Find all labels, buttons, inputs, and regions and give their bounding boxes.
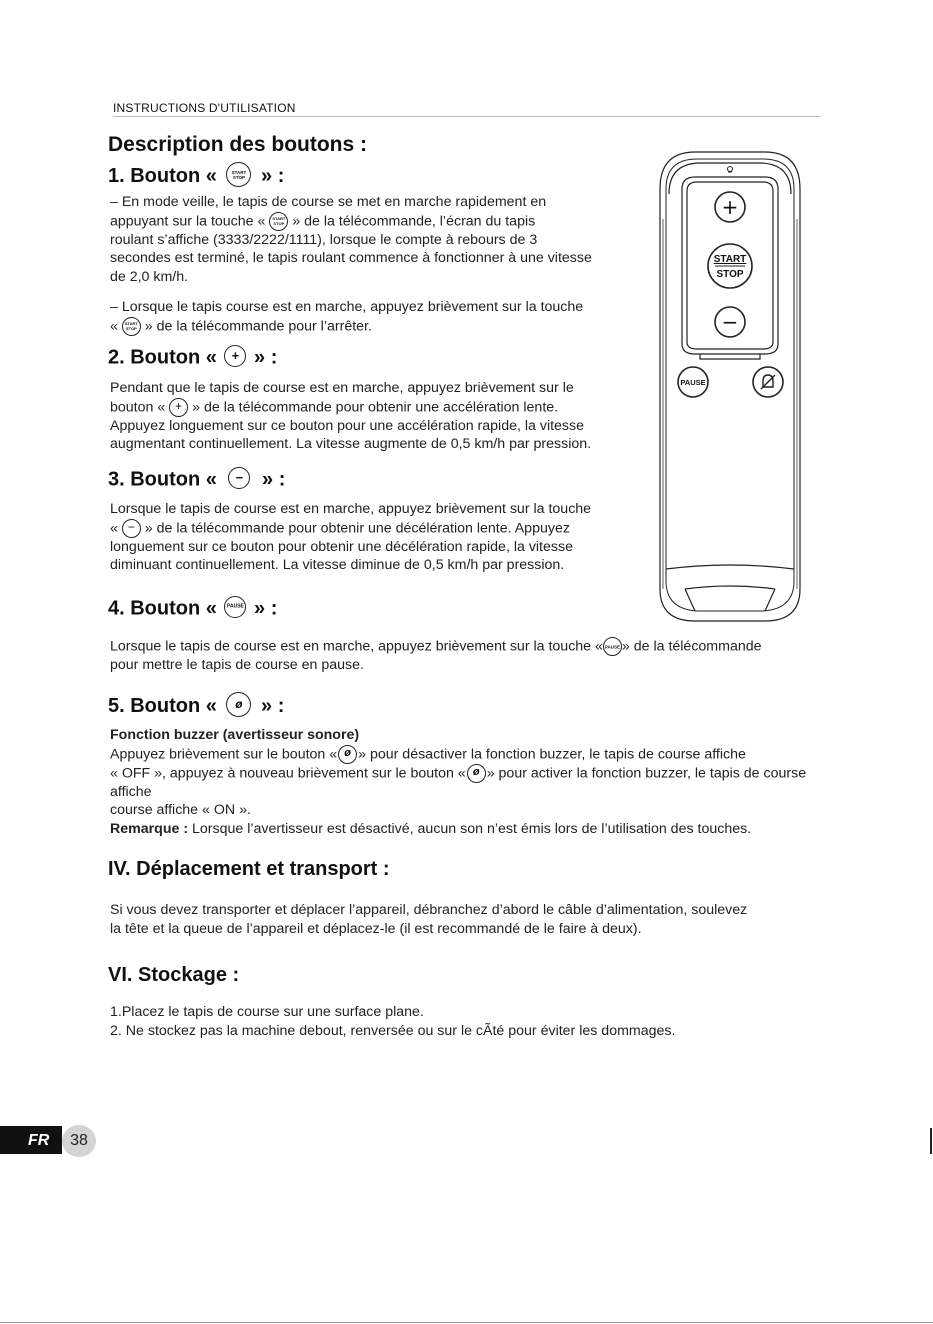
mute-icon: ø bbox=[226, 692, 251, 717]
section-3-title-a: 3. Bouton « bbox=[108, 468, 217, 491]
s5-line-2b: » pour activer la fonction buzzer, le tapis de course affiche bbox=[110, 764, 807, 800]
plus-icon: + bbox=[224, 345, 246, 367]
s5-line-2 bbox=[110, 764, 840, 802]
section-2-title-b: » : bbox=[254, 346, 278, 369]
section-4-title bbox=[108, 596, 277, 622]
svg-text:PAUSE: PAUSE bbox=[680, 378, 706, 387]
svg-text:START: START bbox=[713, 254, 747, 265]
remote-mute-button bbox=[753, 367, 783, 397]
section-2-body bbox=[110, 379, 650, 454]
icon-start-label: START bbox=[231, 169, 247, 175]
bottom-divider bbox=[0, 1322, 933, 1323]
s4-line-1b: » de la télécommande bbox=[621, 638, 762, 655]
section-4-title-a: 4. Bouton « bbox=[108, 597, 217, 620]
transport-line-1: Si vous devez transporter et déplacer l’appareil, débranchez d’abord le câble d’alimentation, soulevez bbox=[110, 902, 748, 918]
transport-line-2: la tête et la queue de l’appareil et déplacez-le (il est recommandé de le faire à deux). bbox=[110, 920, 642, 937]
led-icon bbox=[728, 167, 733, 173]
s5-line-2a: « OFF », appuyez à nouveau brièvement sur le bouton « bbox=[110, 764, 466, 781]
section-5-title-b: » : bbox=[261, 694, 285, 717]
s2-line-2 bbox=[110, 398, 650, 417]
icon-stop-label: STOP bbox=[232, 174, 246, 180]
s5-subtitle: Fonction buzzer (avertisseur sonore) bbox=[110, 727, 360, 743]
s1-line-7 bbox=[110, 317, 650, 336]
start-stop-icon: START STOP bbox=[122, 317, 141, 336]
section-1-title bbox=[108, 162, 284, 191]
page-title: Description des boutons : bbox=[108, 133, 368, 156]
s4-line-1a: Lorsque le tapis de course est en marche, appuyez brièvement sur la touche « bbox=[110, 638, 603, 655]
s5-line-3: course affiche « ON ». bbox=[110, 802, 251, 818]
section-5-title bbox=[108, 692, 284, 721]
s1-line-1: – En mode veille, le tapis de course se met en marche rapidement en bbox=[110, 194, 547, 210]
s2-line-4: augmentant continuellement. La vitesse augmente de 0,5 km/h par pression. bbox=[110, 436, 592, 452]
language-label: FR bbox=[28, 1132, 50, 1149]
remote-plus-button bbox=[715, 192, 745, 222]
minus-icon: − bbox=[228, 467, 250, 489]
minus-icon: − bbox=[122, 519, 141, 538]
s3-line-4: diminuant continuellement. La vitesse diminue de 0,5 km/h par pression. bbox=[110, 557, 565, 573]
storage-line-2: 2. Ne stockez pas la machine debout, renversée ou sur le cÃté pour éviter les dommages. bbox=[110, 1022, 676, 1039]
mute-icon: ø bbox=[338, 745, 357, 764]
section-1-title-b: » : bbox=[261, 164, 285, 187]
s2-line-2a: bouton « bbox=[110, 398, 166, 415]
s5-line-1 bbox=[110, 745, 840, 764]
start-stop-icon: START STOP bbox=[269, 212, 288, 231]
page-header: INSTRUCTIONS D'UTILISATION bbox=[113, 101, 296, 115]
s4-line-1 bbox=[110, 637, 840, 656]
s1-line-3: roulant s’affiche (3333/2222/1111), lorsque le compte à rebours de 3 bbox=[110, 231, 538, 248]
section-2-title-a: 2. Bouton « bbox=[108, 346, 217, 369]
mute-icon: ø bbox=[467, 764, 486, 783]
section-transport-title: IV. Déplacement et transport : bbox=[108, 858, 390, 880]
s1-line-7b: » de la télécommande pour l’arrêter. bbox=[144, 317, 372, 334]
remote-minus-button bbox=[715, 307, 745, 337]
s1-line-5: de 2,0 km/h. bbox=[110, 268, 189, 285]
s3-line-2 bbox=[110, 519, 650, 538]
svg-text:−: − bbox=[721, 310, 739, 334]
section-storage-title: VI. Stockage : bbox=[108, 964, 240, 986]
s3-line-3: longuement sur ce bouton pour obtenir une décélération rapide, la vitesse bbox=[110, 538, 573, 555]
s3-line-1: Lorsque le tapis de course est en marche, appuyez brièvement sur la touche bbox=[110, 501, 592, 517]
section-5-title-a: 5. Bouton « bbox=[108, 694, 217, 717]
section-transport-body bbox=[110, 901, 840, 938]
s2-line-1: Pendant que le tapis de course est en marche, appuyez brièvement sur le bbox=[110, 380, 574, 396]
start-stop-icon bbox=[226, 162, 251, 187]
section-1-body bbox=[110, 193, 650, 286]
header-divider bbox=[113, 116, 821, 117]
remark bbox=[110, 820, 840, 839]
remote-start-stop-button bbox=[708, 244, 752, 288]
section-storage-body bbox=[110, 1003, 840, 1040]
svg-text:STOP: STOP bbox=[716, 269, 744, 280]
plus-icon: + bbox=[169, 398, 188, 417]
pause-icon: PAUSE bbox=[603, 637, 622, 656]
remote-control-illustration bbox=[655, 149, 805, 624]
section-5-body bbox=[110, 726, 840, 820]
section-1-body-2 bbox=[110, 298, 650, 336]
s3-line-2a: « bbox=[110, 519, 118, 536]
section-3-body bbox=[110, 500, 650, 575]
section-3-title-b: » : bbox=[262, 468, 286, 491]
pause-icon: PAUSE bbox=[224, 596, 246, 618]
page-edge-mark bbox=[930, 1128, 932, 1154]
storage-line-1: 1.Placez le tapis de course sur une surface plane. bbox=[110, 1004, 424, 1020]
s3-line-2b: » de la télécommande pour obtenir une décélération lente. Appuyez bbox=[144, 519, 570, 536]
remark-label: Remarque : bbox=[110, 821, 189, 837]
s2-line-2b: » de la télécommande pour obtenir une accélération lente. bbox=[192, 398, 559, 415]
s1-line-4: secondes est terminé, le tapis roulant commence à fonctionner à une vitesse bbox=[110, 250, 592, 266]
s1-line-2b: » de la télécommande, l’écran du tapis bbox=[292, 212, 536, 229]
s2-line-3: Appuyez longuement sur ce bouton pour une accélération rapide, la vitesse bbox=[110, 417, 585, 434]
section-4-title-b: » : bbox=[254, 597, 278, 620]
section-3-title bbox=[108, 467, 285, 493]
section-1-title-a: 1. Bouton « bbox=[108, 164, 217, 187]
s1-line-6: – Lorsque le tapis course est en marche, appuyez brièvement sur la touche bbox=[110, 299, 584, 315]
page-number: 38 bbox=[62, 1125, 96, 1157]
s5-line-1b: » pour désactiver la fonction buzzer, le tapis de course affiche bbox=[358, 745, 746, 762]
section-4-body bbox=[110, 637, 840, 675]
remote-pause-button bbox=[678, 367, 708, 397]
s5-line-1a: Appuyez brièvement sur le bouton « bbox=[110, 745, 338, 762]
s1-line-2a: appuyant sur la touche « bbox=[110, 212, 266, 229]
s4-line-2: pour mettre le tapis de course en pause. bbox=[110, 657, 364, 673]
s1-line-7a: « bbox=[110, 317, 118, 334]
s1-line-2 bbox=[110, 212, 650, 231]
remark-text: Lorsque l’avertisseur est désactivé, aucun son n’est émis lors de l’utilisation des touches. bbox=[192, 821, 752, 837]
svg-text:+: + bbox=[721, 195, 739, 219]
section-2-title bbox=[108, 345, 277, 371]
